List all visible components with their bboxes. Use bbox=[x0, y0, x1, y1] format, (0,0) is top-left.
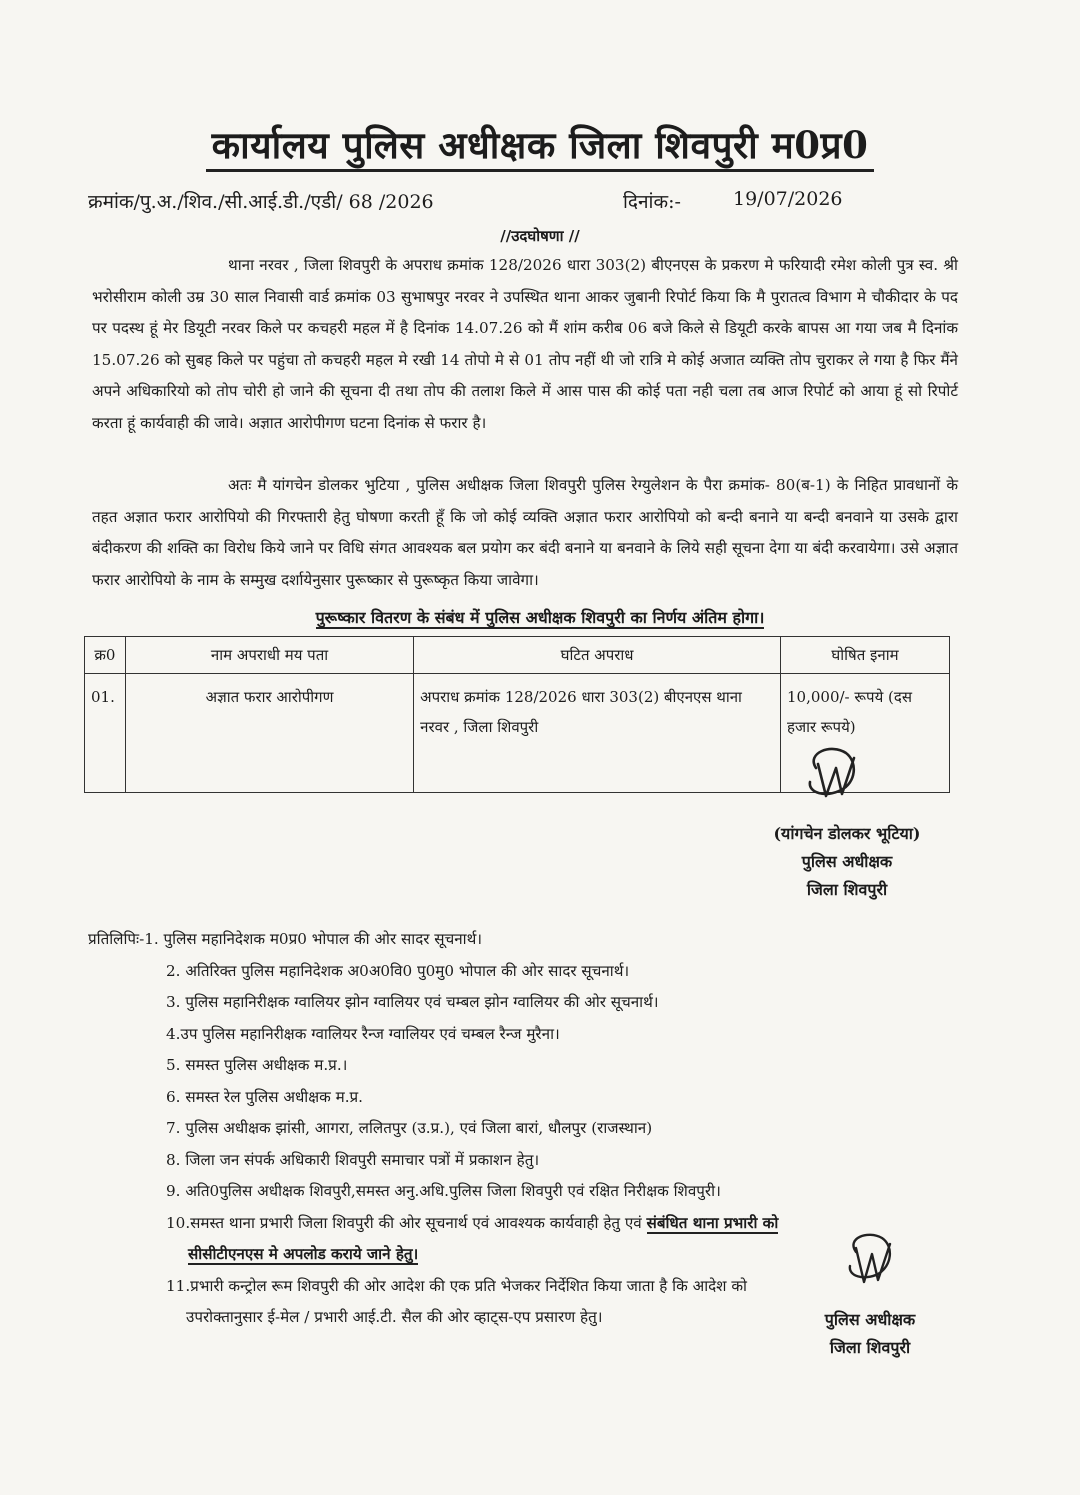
office-title: कार्यालय पुलिस अधीक्षक जिला शिवपुरी म0प्र0 bbox=[0, 118, 1080, 169]
copy-item-10 bbox=[88, 1208, 968, 1240]
proclamation-heading: //उदघोषणा // bbox=[500, 227, 580, 245]
table-header-row bbox=[85, 637, 950, 674]
copy-item: 7. पुलिस अधीक्षक झांसी, आगरा, ललितपुर (उ.प्र.), एवं जिला बारां, धौलपुर (राजस्थान) bbox=[166, 1119, 653, 1137]
copy-item: 6. समस्त रेल पुलिस अधीक्षक म.प्र. bbox=[166, 1087, 363, 1106]
copy-item: 2. अतिरिक्त पुलिस महानिदेशक अ0अ0वि0 पु0मु0 भोपाल की ओर सादर सूचनार्थ। bbox=[166, 961, 630, 980]
signatory-designation: पुलिस अधीक्षक bbox=[824, 1310, 916, 1329]
signatory-block-2 bbox=[790, 1306, 950, 1362]
cell-crime: अपराध क्रमांक 128/2026 धारा 303(2) बीएनएस थाना नरवर , जिला शिवपुरी bbox=[414, 674, 781, 793]
copy-item-11: 11.प्रभारी कन्ट्रोल रूम शिवपुरी की ओर आदेश की एक प्रति भेजकर निर्देशित किया जाता है कि आदेश को bbox=[166, 1276, 747, 1295]
cell-reward: 10,000/- रूपये (दस हजार रूपये) bbox=[781, 674, 950, 793]
body-paragraph-2: अतः मै यांगचेन डोलकर भुटिया , पुलिस अधीक्षक जिला शिवपुरी पुलिस रेग्युलेशन के पैरा क्रमांक- 80(ब-1) के निहित प्रावधानों के तहत अज्ञात फरार आरोपियो की गिरफ्तारी हेतु घोषणा करती हूँ कि जो कोई व्यक्ति अज्ञात फरार आरोपियो को बन्दी बनाने या बन्दी बनवाने या उसके द्वारा बंदीकरण की शक्ति का विरोध किये जाने पर विधि संगत आवश्यक बल प्रयोग कर बंदी बनाने या बनवाने के लिये सही सूचना देगा या बंदी करवायेगा। उसे अज्ञात फरार आरोपियो के नाम के सम्मुख दर्शायेनुसार पुरूष्कार से पुरूष्कृत किया जावेगा। bbox=[92, 476, 958, 589]
copy-item: 4.उप पुलिस महानिरीक्षक ग्वालियर रैन्ज ग्वालियर एवं चम्बल रैन्ज मुरैना। bbox=[166, 1024, 560, 1043]
column-header-sno: क्र0 bbox=[85, 637, 126, 674]
reference-line bbox=[88, 188, 868, 214]
decision-note: पुरूष्कार वितरण के संबंध में पुलिस अधीक्षक शिवपुरी का निर्णय अंतिम होगा। bbox=[315, 608, 765, 627]
copy-item-10-continued bbox=[88, 1239, 968, 1271]
column-header-crime: घटित अपराध bbox=[414, 637, 781, 674]
copy-item-10-emphasis-2: सीसीटीएनएस मे अपलोड कराये जाने हेतु। bbox=[188, 1245, 419, 1263]
signatory-district: जिला शिवपुरी bbox=[829, 1338, 911, 1357]
copy-item-10-emphasis: संबंधित थाना प्रभारी को bbox=[646, 1213, 779, 1232]
signature-2 bbox=[838, 1226, 898, 1296]
copy-item: 8. जिला जन संपर्क अधिकारी शिवपुरी समाचार पत्रों में प्रकाशन हेतु। bbox=[166, 1150, 540, 1169]
date-value: 19/07/2026 bbox=[733, 188, 843, 210]
cell-sno: 01. bbox=[85, 674, 126, 793]
column-header-reward: घोषित इनाम bbox=[781, 637, 950, 674]
copy-distribution-list bbox=[88, 924, 968, 1334]
reference-number: क्रमांक/पु.अ./शिव./सी.आई.डी./एडी/ 68 /2026 bbox=[88, 191, 434, 213]
copy-item: 5. समस्त पुलिस अधीक्षक म.प्र.। bbox=[166, 1056, 348, 1074]
copy-item: 9. अति0पुलिस अधीक्षक शिवपुरी,समस्त अनु.अधि.पुलिस जिला शिवपुरी एवं रक्षित निरीक्षक शिवपुरी। bbox=[166, 1182, 721, 1200]
signatory-block-1 bbox=[742, 820, 952, 904]
copy-item: 3. पुलिस महानिरीक्षक ग्वालियर झोन ग्वालियर एवं चम्बल झोन ग्वालियर की ओर सूचनार्थ। bbox=[166, 993, 659, 1011]
signatory-district: जिला शिवपुरी bbox=[806, 880, 888, 899]
column-header-name: नाम अपराधी मय पता bbox=[125, 637, 413, 674]
body-paragraph-1: थाना नरवर , जिला शिवपुरी के अपराध क्रमांक 128/2026 धारा 303(2) बीएनएस के प्रकरण मे फरियादी रमेश कोली पुत्र स्व. श्री भरोसीराम कोली उम्र 30 साल निवासी वार्ड क्रमांक 03 सुभाषपुर नरवर ने उपस्थित थाना आकर जुबानी रिपोर्ट किया कि मै पुरातत्व विभाग मे चौकीदार के पद पर पदस्थ हूं मेर डियूटी नरवर किले पर कचहरी महल में है दिनांक 14.07.26 को मैं शांम करीब 06 बजे किले से डियूटी करके बापस आ गया जब मै दिनांक 15.07.26 को सुबह किले पर पहुंचा तो कचहरी महल मे रखी 14 तोपो मे से 01 तोप नहीं थी जो रात्रि मे कोई अजात व्यक्ति तोप चुराकर ले गया है फिर मैंने अपने अधिकारियो को तोप चोरी हो जाने की सूचना दी तथा तोप की तलाश किले में आस पास की कोई पता नही चला तब आज रिपोर्ट को आया हूं सो रिपोर्ट करता हूं कार्यवाही की जावे। अज्ञात आरोपीगण घटना दिनांक से फरार है। bbox=[92, 256, 958, 432]
copy-item-10-text: 10.समस्त थाना प्रभारी जिला शिवपुरी की ओर सूचनार्थ एवं आवश्यक कार्यवाही हेतु एवं bbox=[166, 1213, 642, 1232]
signature-1 bbox=[796, 738, 866, 808]
copy-item-11-continued: उपरोक्तानुसार ई-मेल / प्रभारी आई.टी. सैल की ओर व्हाट्स-एप प्रसारण हेतु। bbox=[186, 1308, 603, 1326]
copy-intro: प्रतिलिपिः-1. पुलिस महानिदेशक म0प्र0 भोपाल की ओर सादर सूचनार्थ। bbox=[88, 930, 483, 948]
signatory-designation: पुलिस अधीक्षक bbox=[801, 852, 893, 871]
date-label: दिनांक:- bbox=[623, 191, 681, 213]
signatory-name: (यांगचेन डोलकर भूटिया) bbox=[773, 824, 921, 843]
cell-name: अज्ञात फरार आरोपीगण bbox=[125, 674, 413, 793]
